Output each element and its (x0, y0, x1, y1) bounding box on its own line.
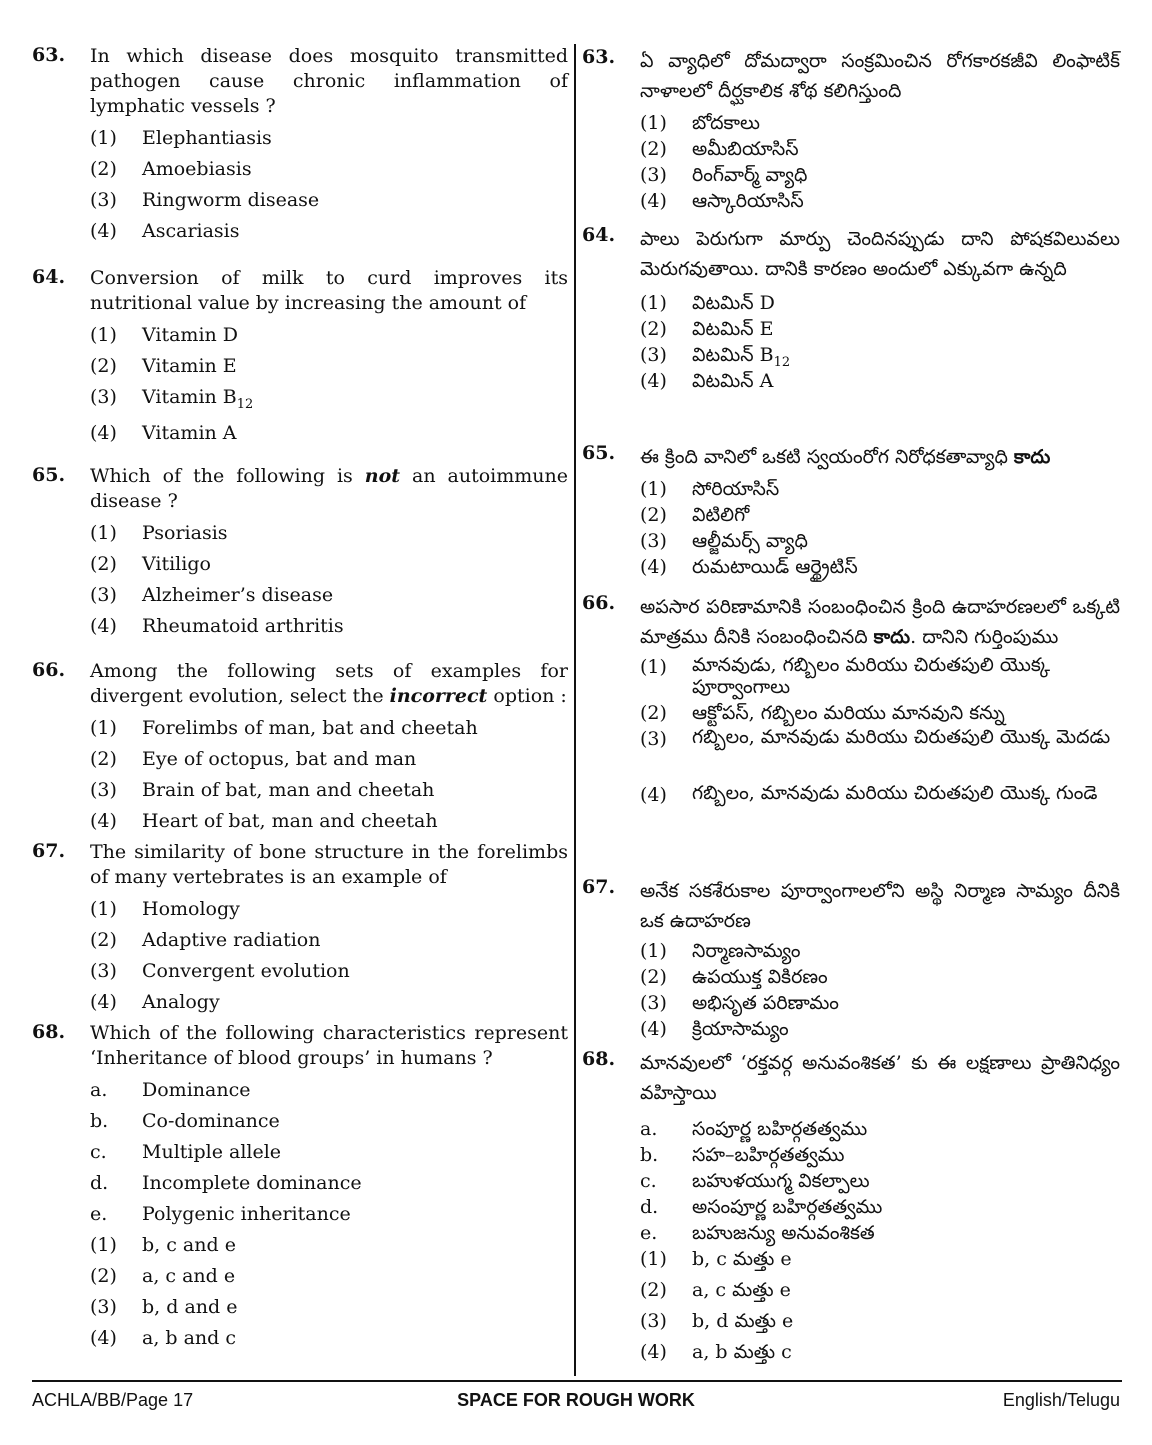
option[interactable]: (4) విటమిన్ A (640, 370, 774, 392)
option[interactable]: (3) b, d and e (90, 1296, 238, 1318)
question-number: 66. (32, 659, 66, 681)
question-68-en (32, 1021, 568, 1356)
question-64-te (582, 224, 1120, 394)
option[interactable]: (1) బోదకాలు (640, 112, 761, 134)
question-68-te (582, 1048, 1120, 1370)
option[interactable]: (4) రుమటాయిడ్ ఆర్థ్రైటిస్ (640, 556, 858, 578)
question-number: 64. (32, 266, 66, 288)
statement-item: b. సహ–బహిర్గతత్వము (640, 1144, 845, 1166)
question-number: 67. (32, 840, 66, 862)
option[interactable]: (1) b, c and e (90, 1234, 236, 1256)
option[interactable]: (1) Forelimbs of man, bat and cheetah (90, 717, 478, 739)
option[interactable]: (2) ఆక్టోపస్, గబ్బిలం మరియు మానవుని కన్ను (640, 702, 1005, 724)
question-number: 68. (582, 1048, 616, 1070)
statement-item: d. Incomplete dominance (90, 1172, 362, 1194)
option[interactable]: (1) Psoriasis (90, 522, 228, 544)
option[interactable]: (3) Alzheimer’s disease (90, 584, 334, 606)
option[interactable]: (2) Vitiligo (90, 553, 211, 575)
option[interactable]: (1) Elephantiasis (90, 127, 272, 149)
question-text: The similarity of bone structure in the forelimbs of many vertebrates is an example of (90, 841, 568, 888)
statement-item: e. బహుజన్యు అనువంశికత (640, 1222, 875, 1244)
question-text: ఏ వ్యాధిలో దోమద్వారా సంక్రమించిన రోగకారకజీవి లింఫాటిక్ నాళాలలో దీర్ఘకాలిక శోథ కలిగిస్తుంది (640, 50, 1120, 102)
statement-item: b. Co-dominance (90, 1110, 280, 1132)
question-text: Among the following sets of examples for divergent evolution, select the incorrect option : (90, 660, 568, 707)
rough-work-label: SPACE FOR ROUGH WORK (457, 1390, 695, 1410)
question-number: 68. (32, 1021, 66, 1043)
option[interactable]: (4) Rheumatoid arthritis (90, 615, 344, 637)
question-number: 65. (32, 464, 66, 486)
option[interactable]: (1) Homology (90, 898, 240, 920)
option[interactable]: (1) సోరియాసిస్ (640, 478, 780, 500)
option[interactable]: (2) విటిలిగో (640, 504, 750, 526)
option[interactable]: (2) Amoebiasis (90, 158, 252, 180)
statement-item: d. అసంపూర్ణ బహిర్గతత్వము (640, 1196, 883, 1218)
page-code: ACHLA/BB/Page 17 (32, 1390, 194, 1410)
question-text: In which disease does mosquito transmitted pathogen cause chronic inflammation of lymphatic vessels ? (90, 45, 568, 117)
option[interactable]: (1) b, c మత్తు e (640, 1248, 792, 1270)
question-67-te (582, 876, 1120, 1042)
question-66-en (32, 659, 568, 839)
question-number: 66. (582, 592, 616, 614)
question-number: 67. (582, 876, 616, 898)
option[interactable]: (3) అభిసృత పరిణామం (640, 992, 839, 1014)
option[interactable]: (3) ఆల్జీమర్స్ వ్యాధి (640, 530, 808, 552)
option[interactable]: (1) విటమిన్ D (640, 292, 775, 314)
option[interactable]: (2) Adaptive radiation (90, 929, 321, 951)
question-text: ఈ క్రింది వానిలో ఒకటి స్వయంరోగ నిరోధకతావ్యాధి కాదు (640, 446, 1051, 468)
question-number: 63. (32, 44, 66, 66)
question-number: 65. (582, 442, 616, 464)
footer-rule (32, 1380, 1122, 1382)
question-63-en (32, 44, 568, 249)
option[interactable]: (1) నిర్మాణసామ్యం (640, 940, 801, 962)
question-text: అనేక సకశేరుకాల పూర్వాంగాలలోని అస్థి నిర్మాణ సామ్యం దీనికి ఒక ఉదాహరణ (640, 880, 1120, 932)
statement-item: e. Polygenic inheritance (90, 1203, 351, 1225)
statement-item: c. Multiple allele (90, 1141, 282, 1163)
question-67-en (32, 840, 568, 1020)
option[interactable]: (4) a, b and c (90, 1327, 237, 1349)
question-text: Conversion of milk to curd improves its nutritional value by increasing the amount of (90, 267, 568, 314)
option[interactable]: (4) ఆస్కారియాసిస్ (640, 190, 804, 212)
language-label: English/Telugu (1002, 1390, 1120, 1410)
question-65-en (32, 464, 568, 644)
option[interactable]: (1) Vitamin D (90, 324, 239, 346)
option[interactable]: (4) Ascariasis (90, 220, 240, 242)
option[interactable]: (4) a, b మత్తు c (640, 1341, 792, 1363)
option[interactable]: (2) Vitamin E (90, 355, 237, 377)
statement-item: c. బహుళయుగ్మ వికల్పాలు (640, 1170, 870, 1192)
option[interactable]: (4) గబ్బిలం, మానవుడు మరియు చిరుతపులి యొక్క గుండె (640, 782, 1098, 806)
option[interactable]: (3) b, d మత్తు e (640, 1310, 794, 1332)
option[interactable]: (2) Eye of octopus, bat and man (90, 748, 417, 770)
option[interactable]: (2) a, c and e (90, 1265, 236, 1287)
option[interactable]: (3) Convergent evolution (90, 960, 350, 982)
question-number: 63. (582, 46, 616, 68)
option[interactable]: (4) Vitamin A (90, 422, 237, 444)
option[interactable]: (3) రింగ్‌వార్మ్ వ్యాధి (640, 164, 808, 186)
option[interactable]: (2) ఉపయుక్త వికిరణం (640, 966, 828, 988)
question-text: అపసార పరిణామానికి సంబంధించిన క్రింది ఉదాహరణలలో ఒక్కటి మాత్రము దీనికి సంబంధించినది కాదు. దానిని గుర్తింపుము (640, 596, 1120, 648)
option[interactable]: (2) అమీబియాసిస్ (640, 138, 799, 160)
option[interactable]: (4) క్రియాసామ్యం (640, 1018, 789, 1040)
question-text: పాలు పెరుగుగా మార్పు చెందినప్పుడు దాని పోషకవిలువలు మెరుగవుతాయి. దానికి కారణం అందులో ఎక్కువగా ఉన్నది (640, 228, 1120, 280)
question-65-te (582, 442, 1120, 580)
option[interactable]: (3) Ringworm disease (90, 189, 320, 211)
question-63-te (582, 46, 1120, 214)
question-64-en (32, 266, 568, 451)
option[interactable]: (3) గబ్బిలం, మానవుడు మరియు చిరుతపులి యొక్క మెదడు (640, 726, 1111, 750)
statement-item: a. సంపూర్ణ బహిర్గతత్వము (640, 1118, 868, 1140)
question-66-te (582, 592, 1120, 828)
option[interactable]: (2) a, c మత్తు e (640, 1279, 791, 1301)
option[interactable]: (3) Brain of bat, man and cheetah (90, 779, 435, 801)
option[interactable]: (3) Vitamin $B_{12}$ (90, 386, 254, 412)
option[interactable]: (2) విటమిన్ E (640, 318, 774, 340)
option[interactable]: (3) విటమిన్ $B_{12}$ (640, 344, 791, 370)
option[interactable]: (4) Heart of bat, man and cheetah (90, 810, 438, 832)
option[interactable]: (4) Analogy (90, 991, 220, 1013)
statement-item: a. Dominance (90, 1079, 251, 1101)
question-text: Which of the following characteristics represent ‘Inheritance of blood groups’ in humans ? (90, 1022, 568, 1069)
question-text: Which of the following is not an autoimmune disease ? (90, 465, 568, 512)
column-divider (574, 44, 576, 1376)
question-number: 64. (582, 224, 616, 246)
option[interactable]: (1) మానవుడు, గబ్బిలం మరియు చిరుతపులి యొక్క పూర్వాంగాలు (640, 654, 1051, 698)
question-text: మానవులలో ‘రక్తవర్గ అనువంశికత’ కు ఈ లక్షణాలు ప్రాతినిధ్యం వహిస్తాయి (640, 1052, 1120, 1104)
